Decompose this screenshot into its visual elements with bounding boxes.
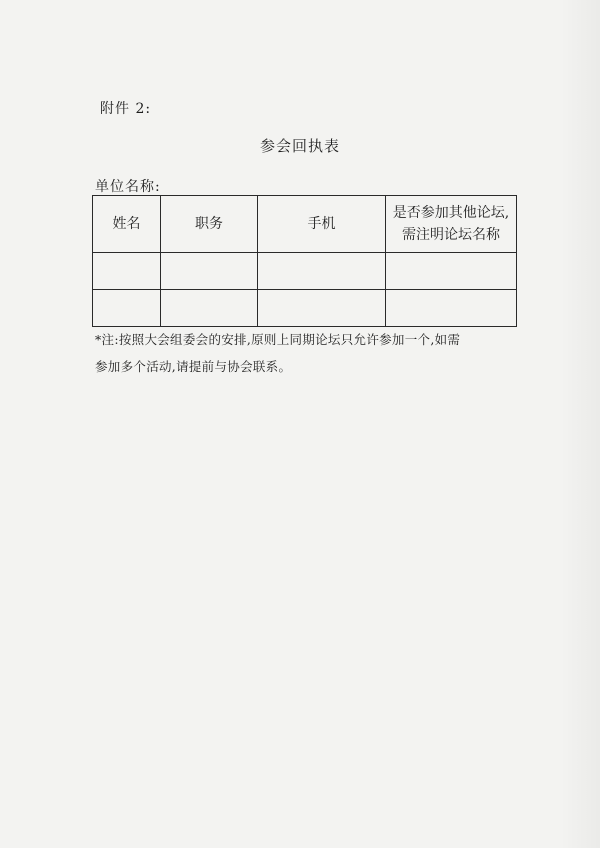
header-phone: 手机	[258, 196, 386, 253]
table-row	[93, 253, 517, 290]
header-other-forum-line1: 是否参加其他论坛,	[392, 205, 510, 221]
unit-name-label: 单位名称:	[95, 179, 161, 195]
table-row	[93, 290, 517, 327]
header-position: 职务	[161, 196, 258, 253]
header-other-forum	[386, 196, 517, 253]
table-cell-other-forum	[386, 253, 517, 290]
table-header-row	[93, 196, 517, 253]
table-cell-phone	[258, 253, 386, 290]
table-cell-other-forum	[386, 290, 517, 327]
footnote-line-1: *注:按照大会组委会的安排,原则上同期论坛只允许参加一个,如需	[95, 332, 461, 347]
table-cell-name	[93, 290, 161, 327]
table-cell-position	[161, 253, 258, 290]
form-title: 参会回执表	[259, 137, 340, 155]
table-cell-name	[93, 253, 161, 290]
footnote-line-2: 参加多个活动,请提前与协会联系。	[95, 359, 292, 374]
attachment-label: 附件 2:	[100, 101, 152, 117]
reply-form-table	[92, 195, 517, 327]
scan-shading	[560, 0, 600, 848]
table-cell-phone	[258, 290, 386, 327]
header-other-forum-line2: 需注明论坛名称	[402, 227, 500, 243]
header-name: 姓名	[93, 196, 161, 253]
table-cell-position	[161, 290, 258, 327]
footnote	[95, 326, 515, 380]
